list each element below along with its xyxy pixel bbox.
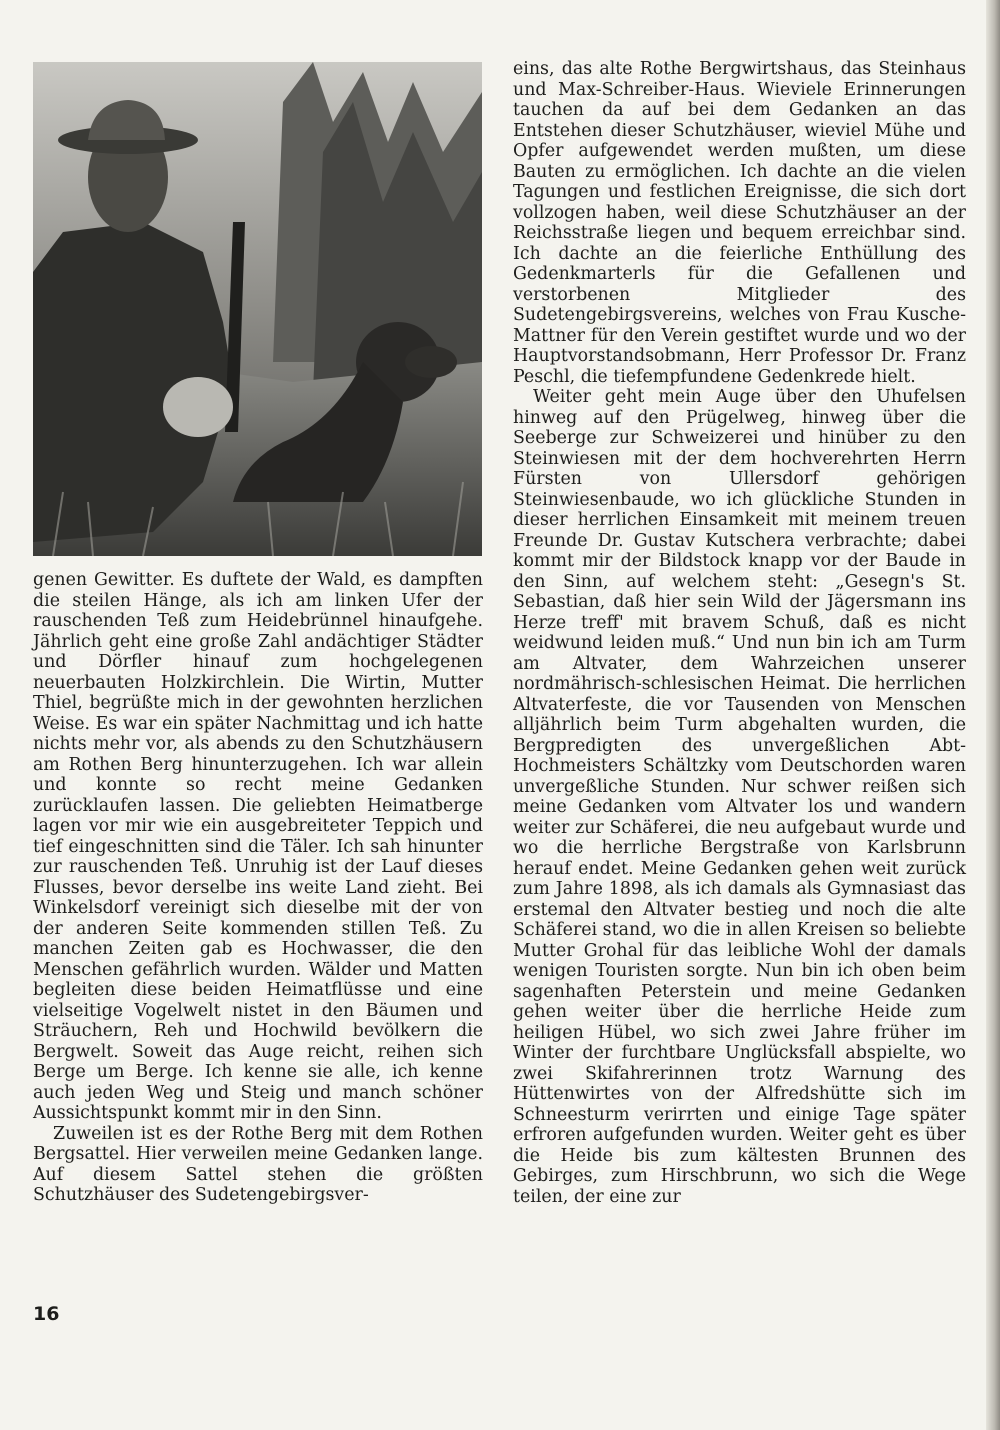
left-text-column bbox=[33, 570, 483, 1206]
page-edge-shadow bbox=[986, 0, 1000, 1430]
right-paragraph-2: Weiter geht mein Auge über den Uhufelsen hinweg auf den Prügelweg, hinweg über die Seeberge zur Schweizerei und hinüber zu den Steinwiesen mit der dem hochverehrten Herrn Fürsten von Ullersdorf gehörigen Steinwiesenbaude, wo ich glückliche Stunden in dieser herrlichen Einsamkeit mit meinem treuen Freunde Dr. Gustav Kutschera verbrachte; dabei kommt mir der Bildstock knapp vor der Baude in den Sinn, auf welchem steht: „Gesegn's St. Sebastian, daß hier sein Wild der Jägersmann ins Herze treff' mit bravem Schuß, daß es nicht weidwund leiden muß.“ Und nun bin ich am Turm am Altvater, dem Wahrzeichen unserer nordmährisch-schlesischen Heimat. Die herrlichen Altvaterfeste, die vor Tausenden von Menschen alljährlich beim Turm abgehalten wurden, die Bergpredigten des unvergeßlichen Abt-Hochmeisters Schältzky vom Deutschorden waren unvergeßliche Stunden. Nur schwer reißen sich meine Gedanken vom Altvater los und wandern weiter zur Schäferei, die neu aufgebaut wurde und wo die herrliche Bergstraße von Karlsbrunn herauf endet. Meine Gedanken gehen weit zurück zum Jahre 1898, als ich damals als Gymnasiast das erstemal den Altvater bestieg und noch die alte Schäferei stand, wo die in allen Kreisen so beliebte Mutter Grohal für das leibliche Wohl der damals wenigen Touristen sorgte. Nun bin ich oben beim sagenhaften Peterstein und meine Gedanken gehen weiter über die herrliche Heide zum heiligen Hübel, wo sich zwei Jahre früher im Winter der furchtbare Unglücksfall abspielte, wo zwei Skifahrerinnen trotz Warnung des Hüttenwirtes von der Alfredshütte sich im Schneesturm verirrten und einige Tage später erfroren aufgefunden wurden. Weiter geht es über die Heide bis zum kältesten Brunnen des Gebirges, zum Hirschbrunn, wo sich die Wege teilen, der eine zur bbox=[513, 387, 966, 1207]
left-paragraph-1: genen Gewitter. Es duftete der Wald, es dampften die steilen Hänge, als ich am linken Ufer der rauschenden Teß zum Heidebrünnel hinaufgehe. Jährlich geht eine große Zahl andächtiger Städter und Dörfler hinauf zum hochgelegenen neuerbauten Holzkirchlein. Die Wirtin, Mutter Thiel, begrüßte mich in der gewohnten herzlichen Weise. Es war ein später Nachmittag und ich hatte nichts mehr vor, als abends zu den Schutzhäusern am Rothen Berg hinunterzugehen. Ich war allein und konnte so recht meine Gedanken zurücklaufen lassen. Die geliebten Heimatberge lagen vor mir wie ein ausgebreiteter Teppich und tief eingeschnitten sind die Täler. Ich sah hinunter zur rauschenden Teß. Unruhig ist der Lauf dieses Flusses, bevor derselbe ins weite Land zieht. Bei Winkelsdorf vereinigt sich dieselbe mit der von der anderen Seite kommenden stillen Teß. Zu manchen Zeiten gab es Hochwasser, die den Menschen gefährlich wurden. Wälder und Matten begleiten diese beiden Heimatflüsse und eine vielseitige Vogelwelt nistet in den Bäumen und Sträuchern, Reh und Hochwild bevölkern die Bergwelt. Soweit das Auge reicht, reihen sich Berge um Berge. Ich kenne sie alle, ich kenne auch jeden Weg und Steig und manch schöner Aussichtspunkt kommt mir in den Sinn. bbox=[33, 570, 483, 1123]
left-paragraph-2: Zuweilen ist es der Rothe Berg mit dem Rothen Bergsattel. Hier verweilen meine Gedanken lange. Auf diesem Sattel stehen die größten Schutzhäuser des Sudetengebirgsver- bbox=[33, 1123, 483, 1205]
right-paragraph-1: eins, das alte Rothe Bergwirtshaus, das Steinhaus und Max-Schreiber-Haus. Wieviele Erinnerungen tauchen da auf bei dem Gedanken an das Entstehen dieser Schutzhäuser, wieviel Mühe und Opfer aufgewendet werden mußten, um diese Bauten zu ermöglichen. Ich dachte an die vielen Tagungen und festlichen Ereignisse, die sich dort vollzogen haben, weil diese Schutzhäuser an der Reichsstraße liegen und bequem erreichbar sind. Ich dachte an die feierliche Enthüllung des Gedenkmarterls für die Gefallenen und verstorbenen Mitglieder des Sudetengebirgsvereins, welches von Frau Kusche-Mattner für den Verein gestiftet wurde und wo der Hauptvorstandsobmann, Herr Professor Dr. Franz Peschl, die tiefempfundene Gedenkrede hielt. bbox=[513, 59, 966, 387]
right-text-column bbox=[513, 59, 966, 1207]
hunter-with-dog-photo-icon bbox=[33, 62, 482, 556]
hunter-with-dog-photo bbox=[33, 62, 482, 556]
page-number: 16 bbox=[33, 1303, 60, 1325]
